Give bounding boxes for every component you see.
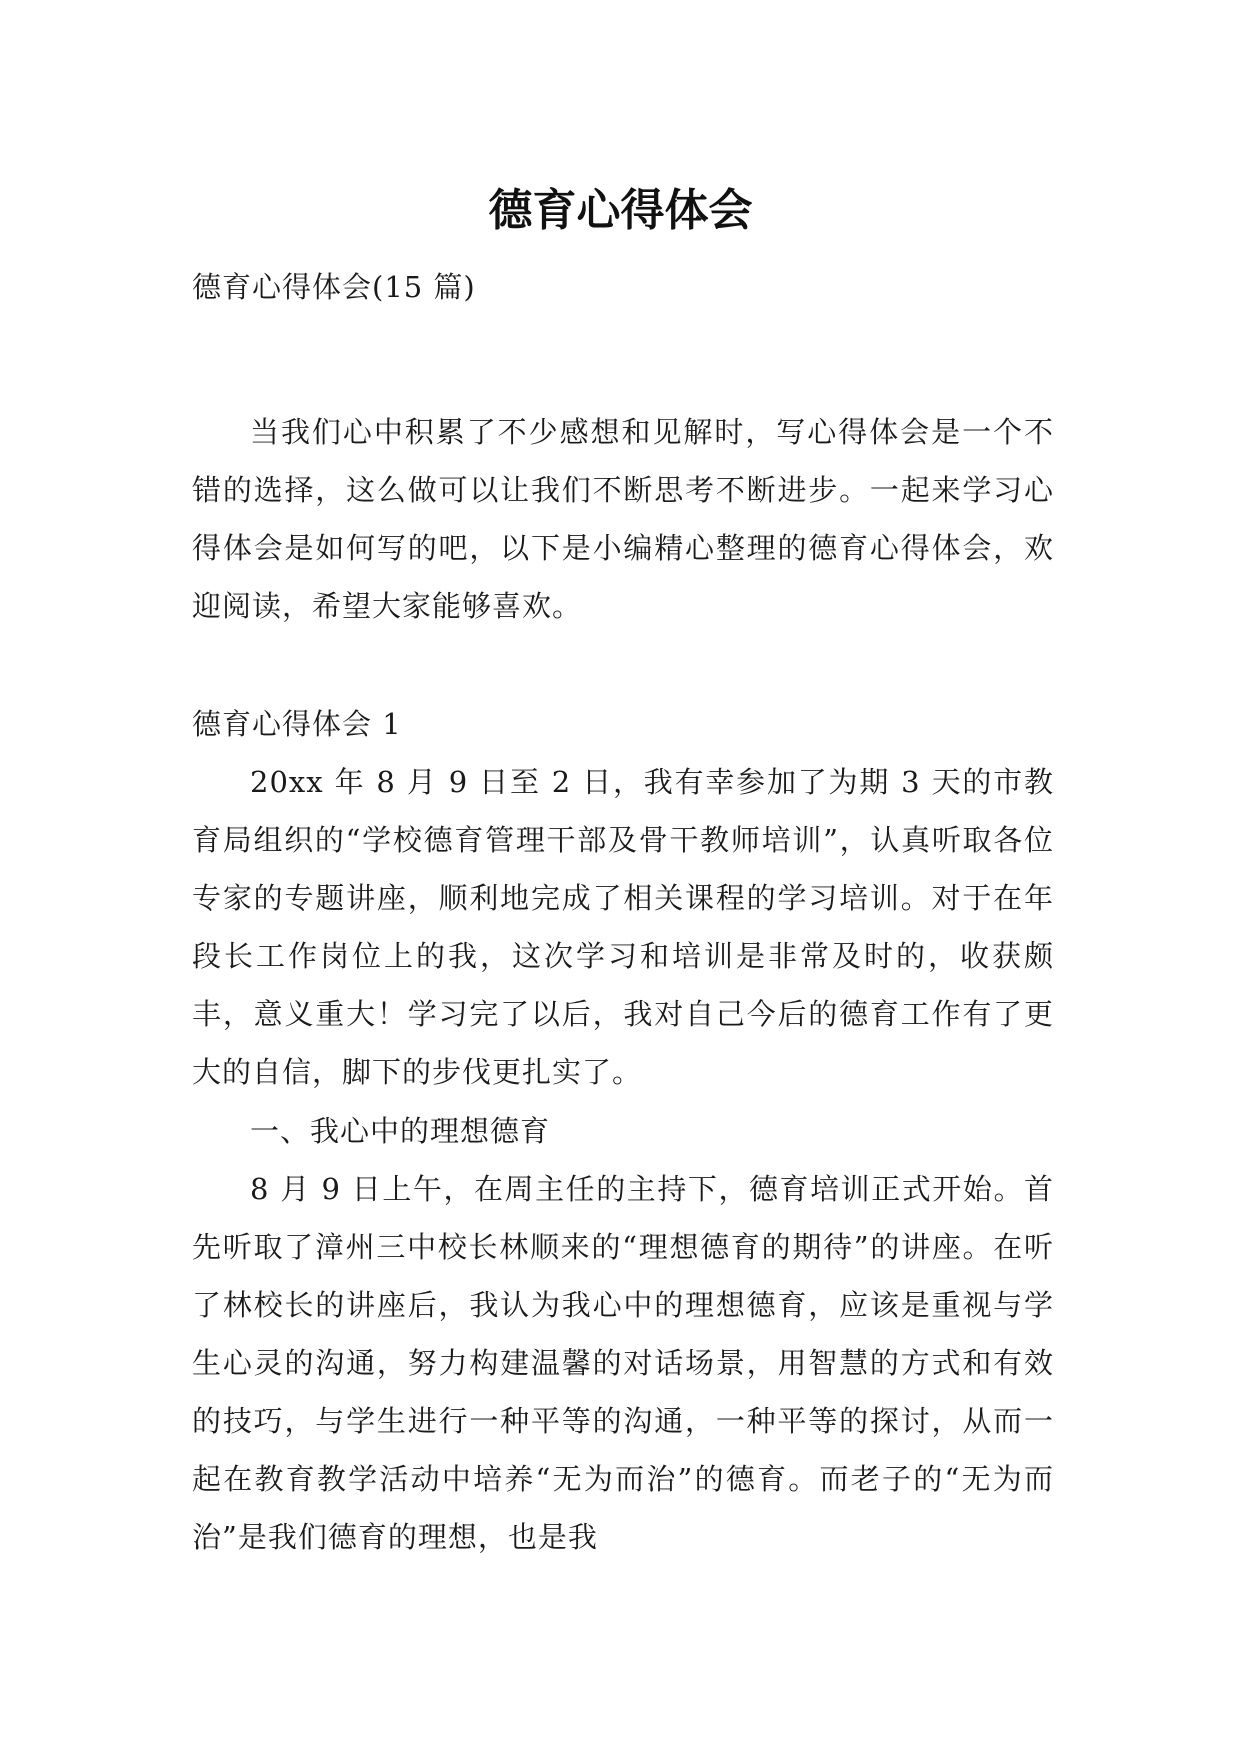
document-subtitle: 德育心得体会(15 篇) <box>192 270 476 304</box>
subheading-1: 一、我心中的理想德育 <box>250 1114 551 1148</box>
body-paragraph-2: 8 月 9 日上午，在周主任的主持下，德育培训正式开始。首先听取了漳州三中校长林顺来的“理想德育的期待”的讲座。在听了林校长的讲座后，我认为我心中的理想德育，应该是重视与学生心灵的沟通，努力构建温馨的对话场景，用智慧的方式和有效的技巧，与学生进行一种平等的沟通，一种平等的探讨，从而一起在教育教学活动中培养“无为而治”的德育。而老子的“无为而治”是我们德育的理想，也是我 <box>192 1172 1054 1554</box>
section-title: 德育心得体会 1 <box>192 707 402 741</box>
body-paragraph-1: 20xx 年 8 月 9 日至 2 日，我有幸参加了为期 3 天的市教育局组织的“学校德育管理干部及骨干教师培训”，认真听取各位专家的专题讲座，顺利地完成了相关课程的学习培训。对于在年段长工作岗位上的我，这次学习和培训是非常及时的，收获颇丰，意义重大！学习完了以后，我对自己今后的德育工作有了更大的自信，脚下的步伐更扎实了。 <box>192 765 1054 1089</box>
document-title: 德育心得体会 <box>488 185 753 237</box>
intro-paragraph: 当我们心中积累了不少感想和见解时，写心得体会是一个不错的选择，这么做可以让我们不断思考不断进步。一起来学习心得体会是如何写的吧，以下是小编精心整理的德育心得体会，欢迎阅读，希望大家能够喜欢。 <box>192 415 1054 623</box>
